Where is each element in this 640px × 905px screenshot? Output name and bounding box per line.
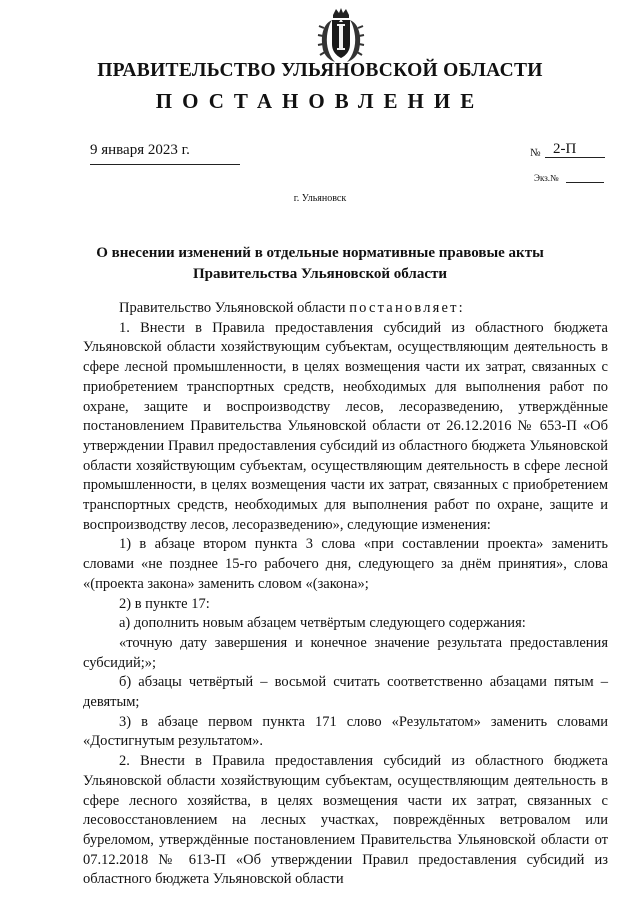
paragraph-8: 2. Внести в Правила предоставления субсидий из областного бюджета Ульяновской области хозяйствующим субъектам, осуществляющим деятельность в сфере лесного хозяйства, в целях возмещения части их затрат, связанных с лесовосстановлением на лесных участках, повреждённых ветровалом или буреломом, утверждённые постановлением Правительства Ульяновской области от 07.12.2018 № 613-П «Об утверждении Правил предоставления субсидий из областного бюджета Ульяновской области xyxy=(83,753,608,888)
intro-subject: Правительство Ульяновской области xyxy=(119,300,350,316)
document-title xyxy=(0,243,640,285)
paragraph-3: 2) в пункте 17: xyxy=(119,595,210,612)
paragraph-4: а) дополнить новым абзацем четвёртым следующего содержания: xyxy=(119,615,526,632)
document-title-line-2: Правительства Ульяновской области xyxy=(192,266,448,282)
copy-number-underline xyxy=(566,182,604,183)
document-title-line-1: О внесении изменений в отдельные нормативные правовые акты xyxy=(96,245,544,261)
paragraph-7: 3) в абзаце первом пункта 171 слово «Результатом» заменить словами «Достигнутым результатом». xyxy=(83,713,608,750)
intro-verb: постановляет: xyxy=(349,300,465,316)
paragraph-1: 1. Внести в Правила предоставления субсидий из областного бюджета Ульяновской области хозяйствующим субъектам, осуществляющим деятельность в сфере лесной промышленности, в целях возмещения части их затрат, связанных с приобретением транспортных средств, необходимых для выполнения работ по охране, защите и воспроизводству лесов, лесоразведению, утверждённые постановлением Правительства Ульяновской области от 26.12.2016 № 653-П «Об утверждении Правил предоставления субсидий из областного бюджета Ульяновской области хозяйствующим субъектам, осуществляющим деятельность в сфере лесной промышленности, в целях возмещения части их затрат, связанных с приобретением транспортных средств, необходимых для выполнения работ по охране, защите и воспроизводству лесов, лесоразведению», следующие изменения: xyxy=(83,319,608,533)
paragraph-5: «точную дату завершения и конечное значение результата предоставления субсидий;»; xyxy=(83,634,608,671)
document-date: 9 января 2023 г. xyxy=(90,142,190,158)
coat-of-arms-icon xyxy=(315,6,367,64)
paragraph-6: б) абзацы четвёртый – восьмой считать соответственно абзацами пятым – девятым; xyxy=(83,674,608,711)
copy-number-label: Экз.№ xyxy=(534,173,559,183)
document-number: 2-П xyxy=(553,141,577,157)
number-sign: № xyxy=(530,147,541,159)
document-body xyxy=(83,299,608,890)
number-underline xyxy=(545,157,605,158)
date-underline xyxy=(90,164,240,165)
document-type: ПОСТАНОВЛЕНИЕ xyxy=(155,89,485,113)
intro-paragraph xyxy=(83,299,608,319)
city: г. Ульяновск xyxy=(293,193,347,204)
paragraph-2: 1) в абзаце втором пункта 3 слова «при составлении проекта» заменить словами «не позднее 15-го рабочего дня, следующего за днём принятия», слова «(проекта закона» заменить словом «(закона»; xyxy=(83,536,608,592)
government-title: ПРАВИТЕЛЬСТВО УЛЬЯНОВСКОЙ ОБЛАСТИ xyxy=(97,60,543,81)
